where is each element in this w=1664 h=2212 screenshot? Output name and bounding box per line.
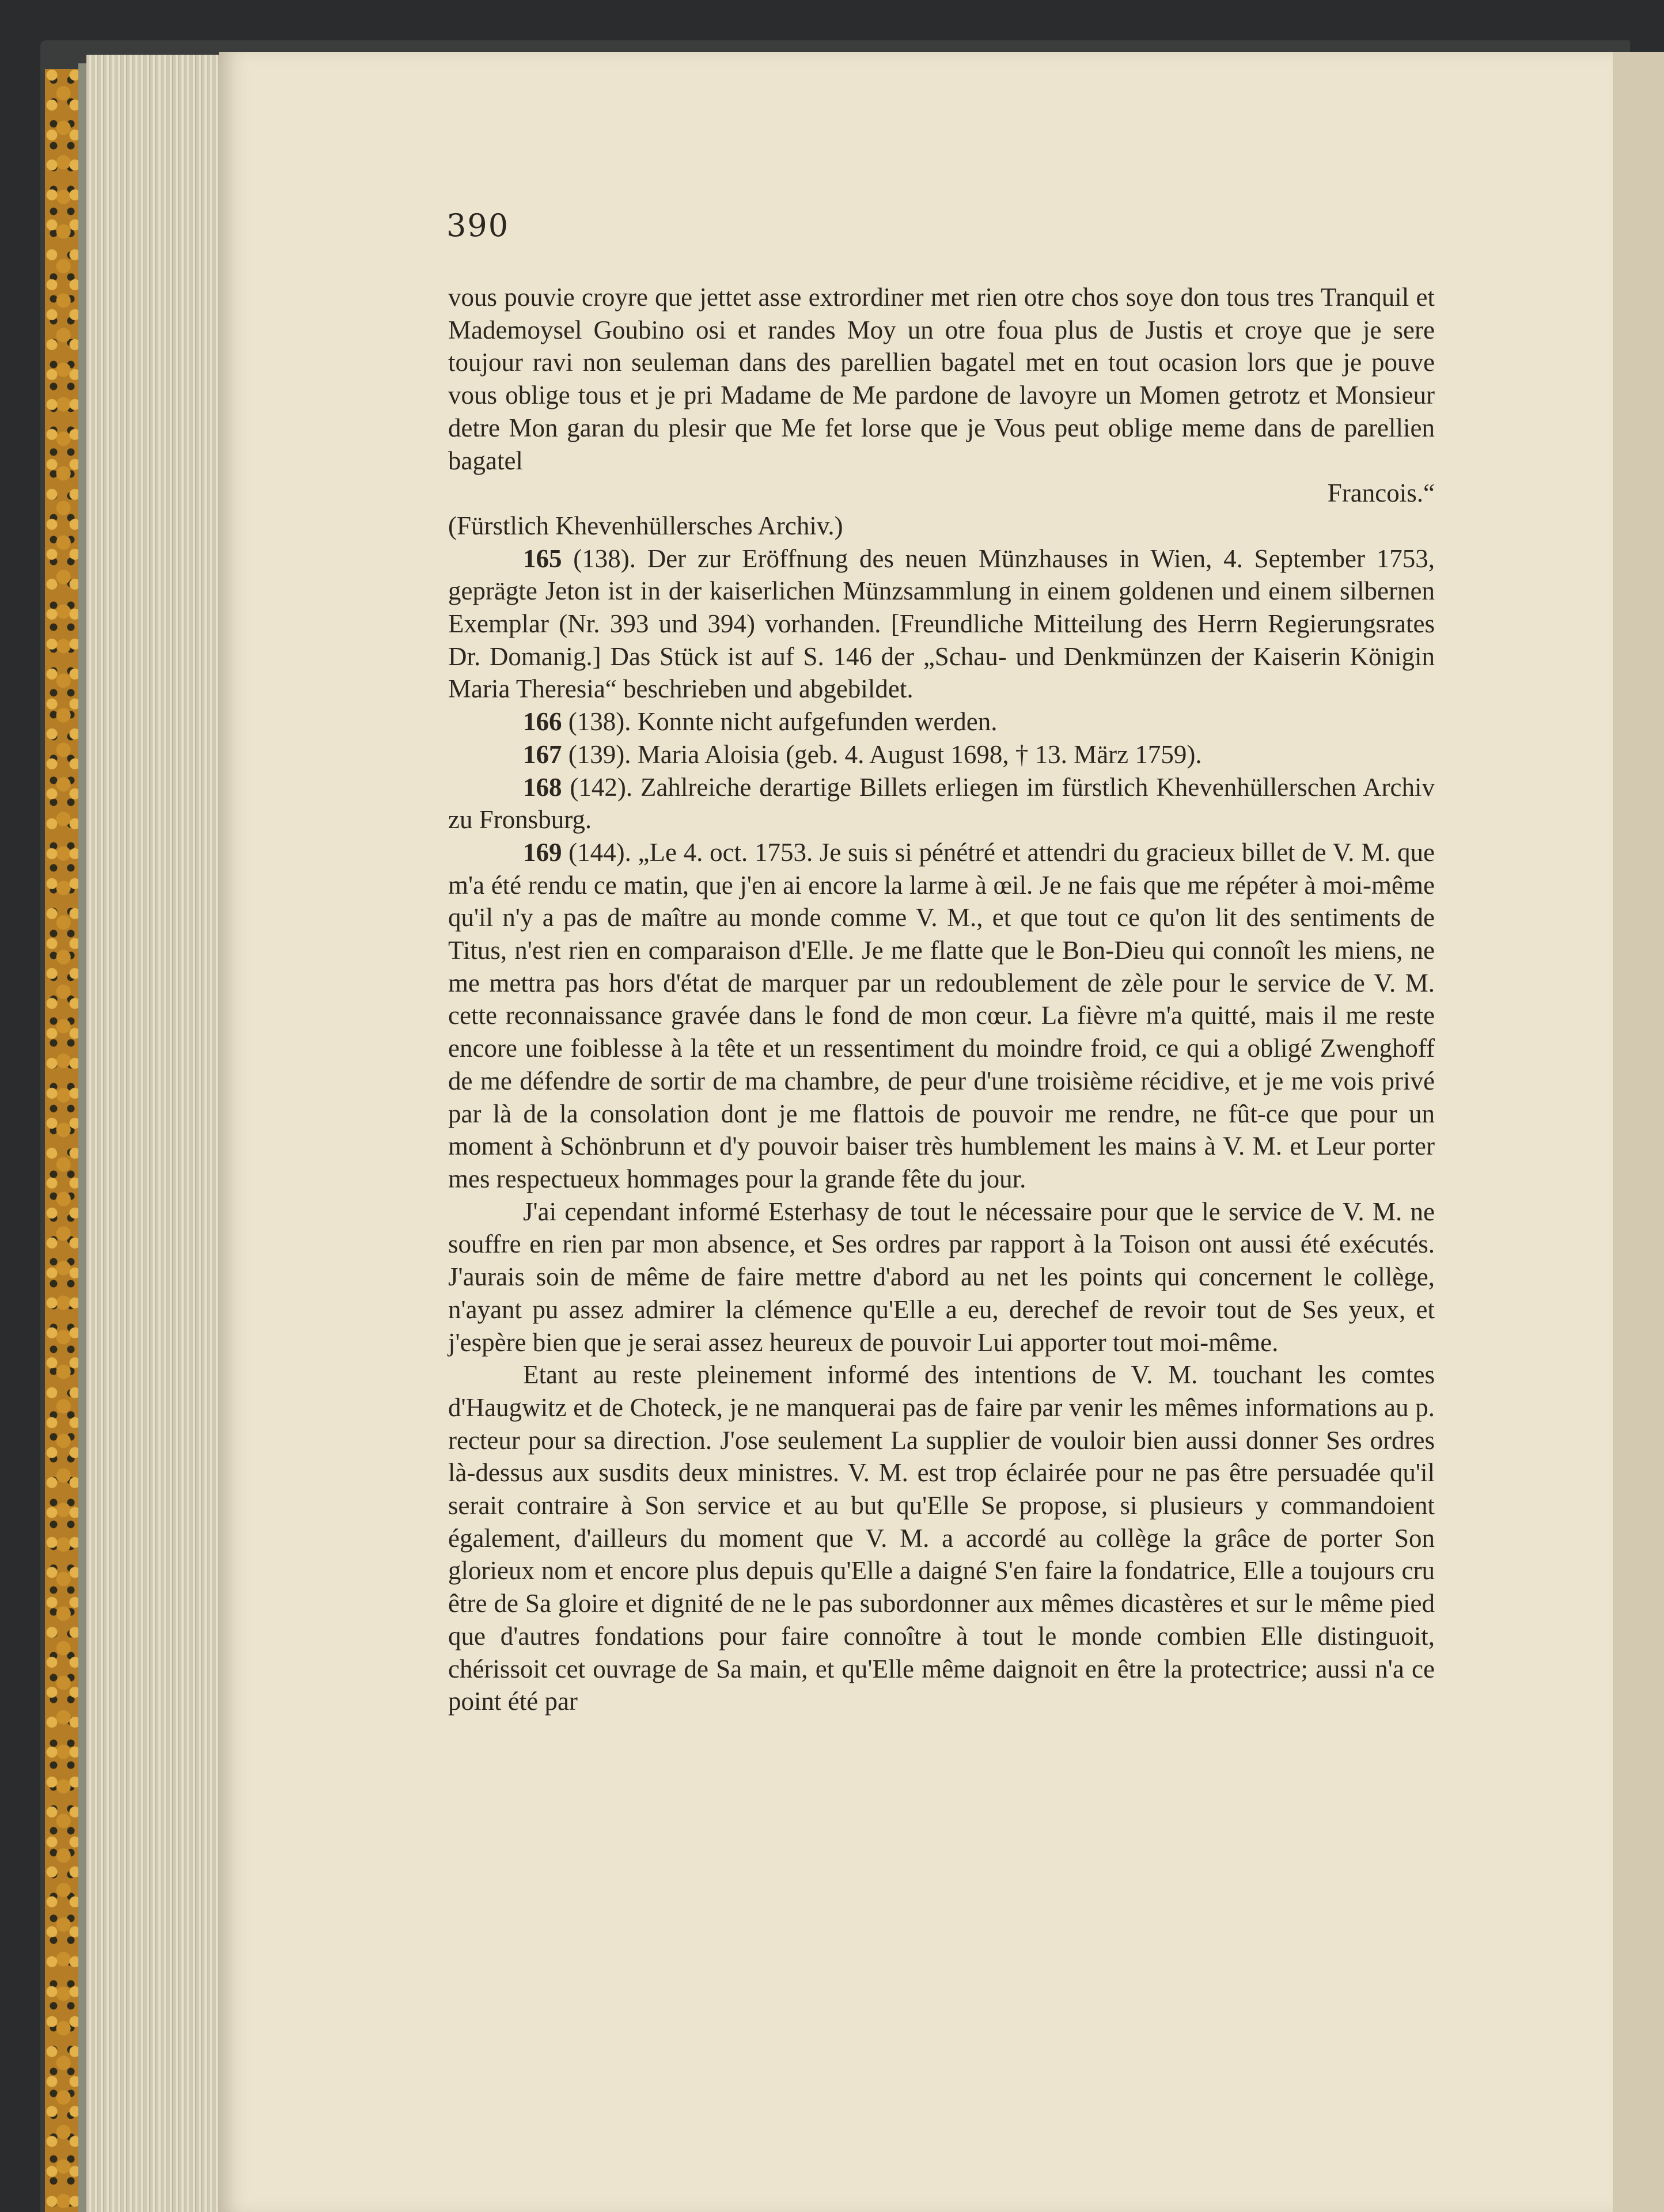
- note-number: 169: [523, 837, 562, 867]
- source-citation: (Fürstlich Khevenhüllersches Archiv.): [448, 511, 843, 540]
- note-reference: (138).: [562, 707, 631, 737]
- note-number: 167: [523, 739, 562, 769]
- note-169: [448, 836, 1435, 1196]
- note-168: [448, 771, 1435, 836]
- note-165: [448, 542, 1435, 706]
- note-reference: (142).: [562, 772, 633, 802]
- marbled-endpaper: [45, 69, 81, 2212]
- note-number: 168: [523, 772, 562, 802]
- note-text: Konnte nicht aufgefunden werden.: [631, 707, 998, 737]
- note-reference: (138).: [562, 544, 636, 573]
- note-reference: (144).: [562, 837, 631, 867]
- continuation-paragraph: Etant au reste pleinement informé des intentions de V. M. touchant les comtes d'Haugwitz et de Choteck, je ne manquerai pas de faire par venir les mêmes informations au p. recteur pour sa direction. J'ose seulement La supplier de vouloir bien aussi donner Ses ordres là-dessus aux susdits deux ministres. V. M. est trop éclairée pour ne pas être persuadée qu'il serait contraire à Son service et au but qu'Elle Se propose, si plusieurs y commandoient également, d'ailleurs du moment que V. M. a accordé au collège la grâce de porter Son glorieux nom et encore plus depuis qu'Elle a daigné S'en faire la fondatrice, Elle a toujours cru être de Sa gloire et dignité de ne le pas subordonner aux mêmes dicastères et sur le même pied que d'autres fondations pour faire connoître à tout le monde combien Elle distinguoit, chérissoit cet ouvrage de Sa main, et qu'Elle même daignoit en être la protectrice; aussi n'a ce point été par: [448, 1360, 1435, 1716]
- note-text: Maria Aloisia (geb. 4. August 1698, † 13. März 1759).: [631, 739, 1202, 769]
- page-edges: [86, 55, 225, 2212]
- letter-signature: Francois.“: [1327, 479, 1435, 508]
- note-text: „Le 4. oct. 1753. Je suis si pénétré et attendri du gracieux billet de V. M. que m'a été rendu ce matin, que j'en ai encore la larme à œil. Je ne fais que me répéter à moi-même qu'il n'y a pas de maître au monde comme V. M., et que tout ce qu'on lit des sentiments de Titus, n'est rien en comparaison d'Elle. Je me flatte que le Bon-Dieu qui connoît les miens, ne me mettra pas hors d'état de marquer par un redoublement de zèle pour le service de V. M. cette reconnaissance gravée dans le fond de mon cœur. La fièvre m'a quitté, mais il me reste encore une foiblesse à la tête et un ressentiment du moindre froid, ce qui a obligé Zwenghoff de me défendre de sortir de ma chambre, de peur d'une troisième récidive, et je me vois privé par là de la consolation dont je me flattois de pouvoir me rendre, ne fût-ce que pour un moment à Schönbrunn et d'y pouvoir baiser très humblement les mains à V. M. et Leur porter mes respectueux hommages pour la grande fête du jour.: [448, 837, 1435, 1193]
- note-167: [448, 738, 1435, 771]
- note-reference: (139).: [562, 739, 631, 769]
- page-number: 390: [446, 207, 510, 244]
- note-text: Der zur Eröffnung des neuen Münzhauses in Wien, 4. September 1753, geprägte Jeton ist in der kaiserlichen Münzsammlung in einem goldenen und einem silbernen Exemplar (Nr. 393 und 394) vorhanden. [Freundliche Mitteilung des Herrn Regierungsrates Dr. Domanig.] Das Stück ist auf S. 146 der „Schau- und Denkmünzen der Kaiserin Königin Maria Theresia“ beschrieben und abgebildet.: [448, 544, 1435, 704]
- page-body: [448, 281, 1435, 1718]
- continuation-paragraph: J'ai cependant informé Esterhasy de tout le nécessaire pour que le service de V. M. ne souffre en rien par mon absence, et Ses ordres par rapport à la Toison ont aussi été exécutés. J'aurais soin de même de faire mettre d'abord au net les points qui concernent le collège, n'ayant pu assez admirer la clémence qu'Elle a eu, derechef de revoir tout de Ses yeux, et j'espère bien que je serai assez heureux de pouvoir Lui apporter tout moi-même.: [448, 1197, 1435, 1357]
- note-166: [448, 705, 1435, 738]
- note-number: 166: [523, 707, 562, 737]
- note-number: 165: [523, 544, 562, 573]
- letter-paragraph: vous pouvie croyre que jettet asse extrordiner met rien otre chos soye don tous tres Tranquil et Mademoysel Goubino osi et randes Moy un otre foua plus de Justis et croye que je sere toujour ravi non seuleman dans des parellien bagatel met en tout ocasion lors que je pouve vous oblige tous et je pri Madame de Me pardone de lavoyre un Momen getrotz et Monsieur detre Mon garan du plesir que Me fet lorse que je Vous peut oblige meme dans de parellien bagatel: [448, 283, 1435, 475]
- note-text: Zahlreiche derartige Billets erliegen im fürstlich Khevenhüllerschen Archiv zu Fronsburg.: [448, 772, 1435, 834]
